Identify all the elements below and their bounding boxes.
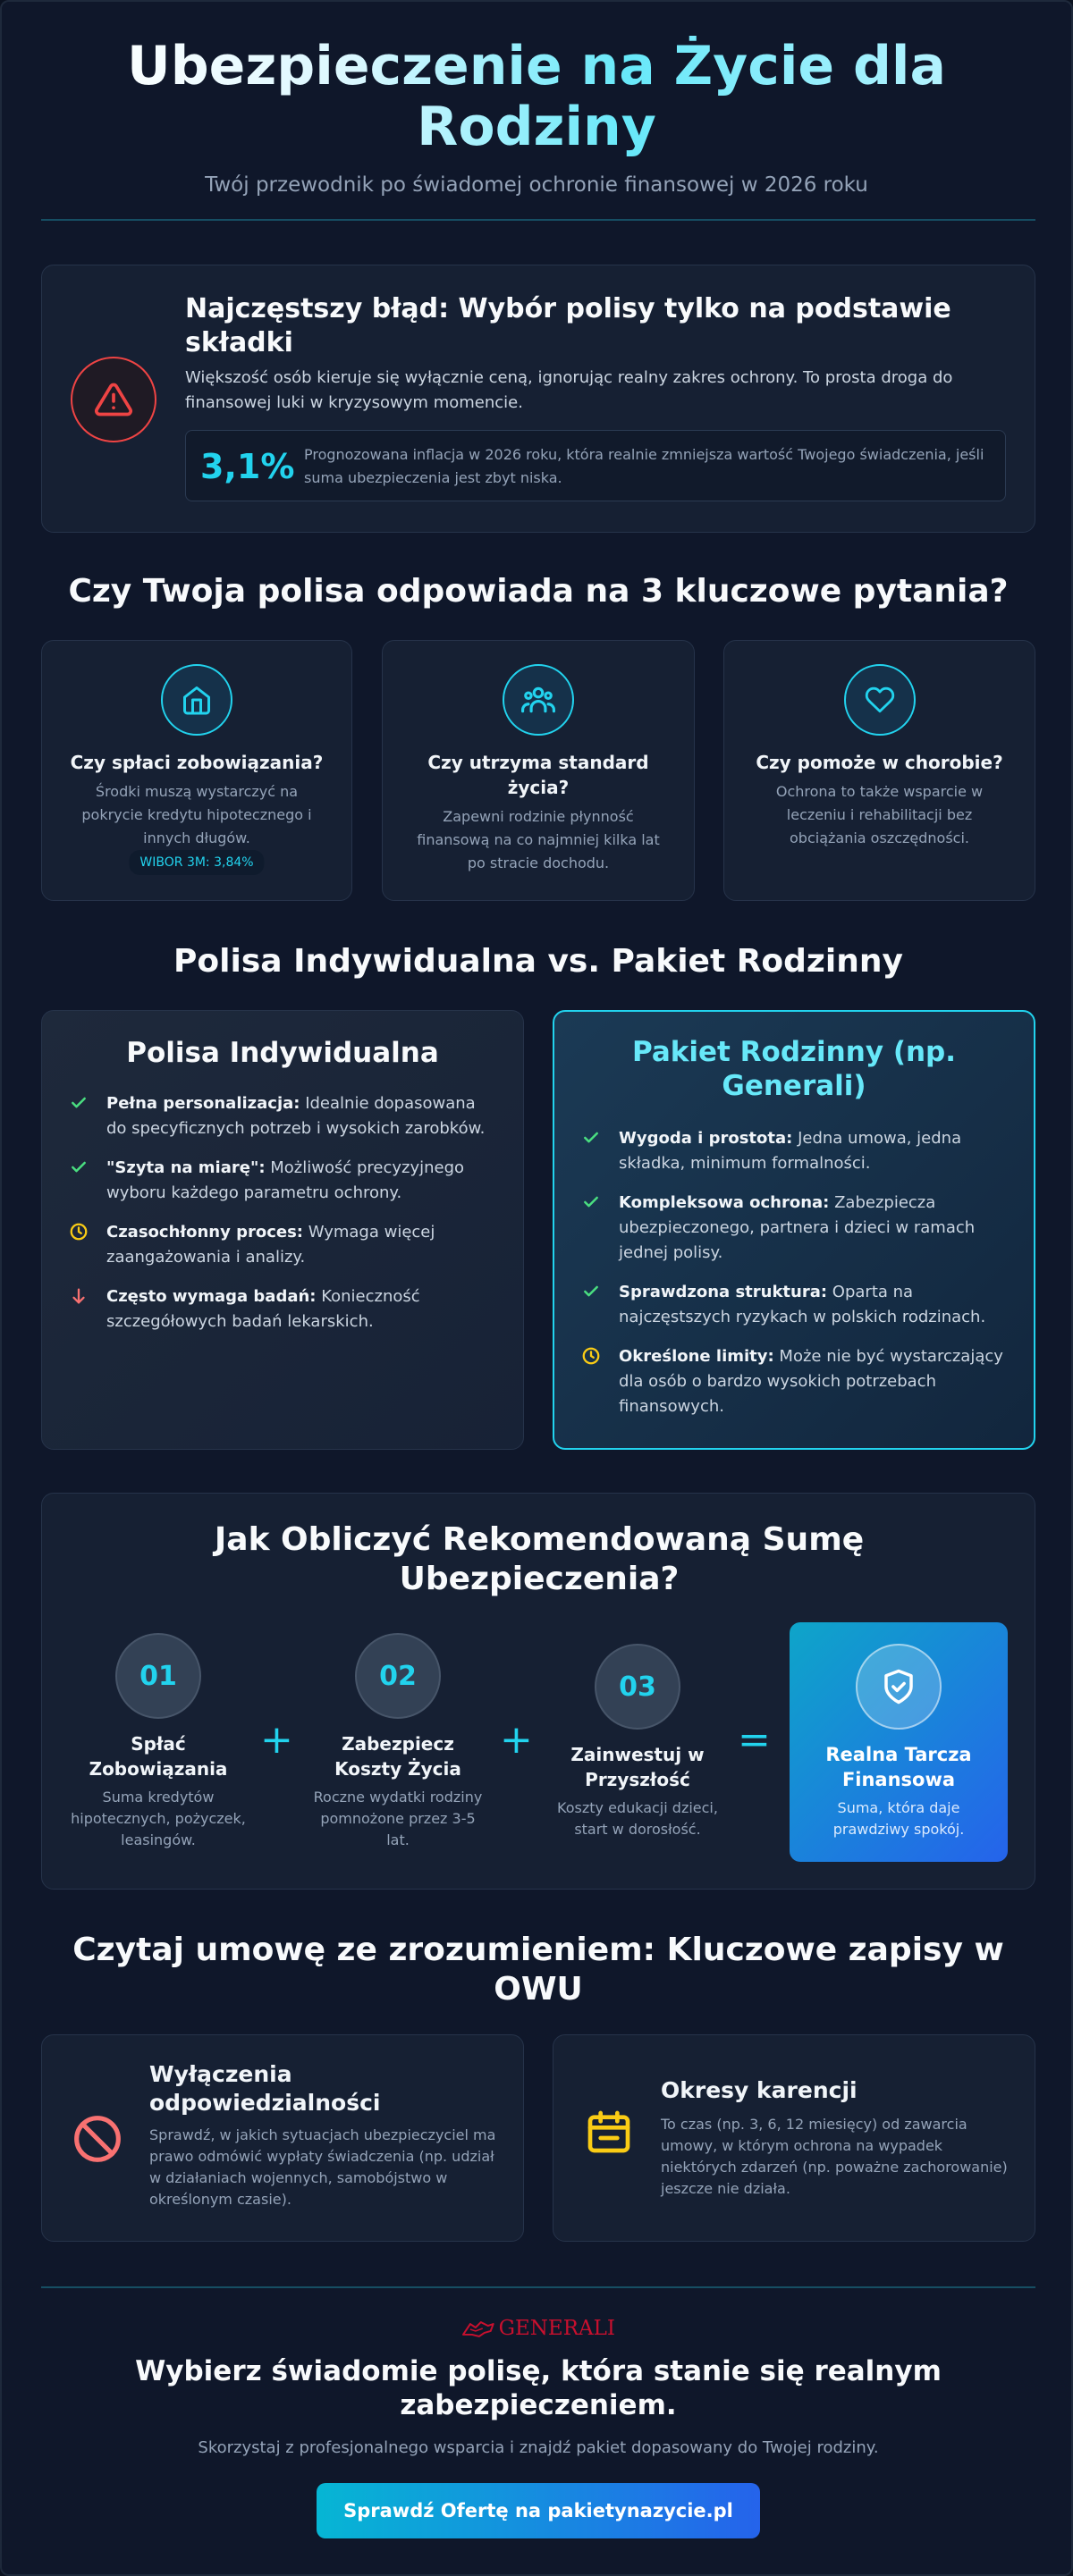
clock-icon (69, 1222, 89, 1242)
result-text: Suma, która daje prawdziwy spokój. (832, 1799, 965, 1838)
lion-logo-icon (461, 2319, 495, 2338)
step-title: Zabezpiecz Koszty Życia (334, 1733, 461, 1780)
ban-icon (72, 2114, 123, 2164)
feature-item (69, 1284, 496, 1334)
step-title: Zainwestuj w Przyszłość (570, 1744, 705, 1790)
result-box (790, 1622, 1008, 1862)
check-icon (69, 1158, 89, 1177)
feature-item (581, 1191, 1007, 1266)
equals-sign: = (738, 1717, 771, 1763)
calc-title: Jak Obliczyć Rekomendowaną Sumę Ubezpieczenia? (214, 1521, 865, 1597)
arrow-down-icon (69, 1286, 89, 1306)
page-title: Ubezpieczenie na Życie dla Rodziny (89, 36, 984, 157)
check-icon (581, 1282, 601, 1301)
owu-item-text: To czas (np. 3, 6, 12 miesięcy) od zawarcia umowy, w którym ochrona na wypadek niektórych zdarzeń (np. poważne zachorowanie) jeszcze nie działa. (661, 2116, 1008, 2197)
feature-item (69, 1220, 496, 1270)
feature-label: Czasochłonny proces: (106, 1223, 303, 1242)
owu-item-title: Okresy karencji (661, 2077, 858, 2103)
feature-item (581, 1344, 1007, 1419)
feature-text: Idealnie dopasowana do specyficznych potrzeb i wysokich zarobków. (106, 1094, 486, 1138)
step-text: Roczne wydatki rodziny pomnożone przez 3-5 lat. (313, 1789, 483, 1848)
inflation-text: Prognozowana inflacja w 2026 roku, która realnie zmniejsza wartość Twojego świadczenia, jeśli suma ubezpieczenia jest zbyt niska. (304, 446, 984, 486)
question-card-debt (41, 640, 352, 901)
page-subtitle: Twój przewodnik po świadomej ochronie finansowej w 2026 roku (205, 173, 868, 197)
feature-label: Określone limity: (619, 1347, 774, 1366)
question-text: Ochrona to także wsparcie w leczeniu i rehabilitacji bez obciążania oszczędności. (775, 783, 984, 846)
feature-label: Sprawdzona struktura: (619, 1283, 828, 1301)
clock-icon (581, 1346, 601, 1366)
mistake-card (41, 265, 1035, 533)
individual-policy-card (41, 1010, 524, 1450)
feature-label: "Szyta na miarę": (106, 1158, 266, 1177)
question-card-illness (723, 640, 1035, 901)
hero (2, 2, 1071, 197)
feature-item (581, 1280, 1007, 1330)
inflation-stat (185, 430, 1006, 501)
questions-title: Czy Twoja polisa odpowiada na 3 kluczowe pytania? (68, 573, 1009, 610)
owu-card-exclusions (41, 2034, 524, 2242)
question-card-living (382, 640, 695, 901)
step-number: 03 (595, 1644, 680, 1730)
step-title: Spłać Zobowiązania (89, 1733, 228, 1780)
step-number: 01 (115, 1633, 201, 1719)
mistake-text: Większość osób kieruje się wyłącznie ceną, ignorując realny zakres ochrony. To prosta droga do finansowej luki w kryzysowym momencie. (185, 368, 953, 412)
owu-card-waiting (553, 2034, 1035, 2242)
family-icon (503, 664, 574, 736)
warning-triangle-icon (71, 357, 156, 442)
feature-text: Jedna umowa, jedna składka, minimum formalności. (619, 1129, 962, 1173)
feature-item (581, 1126, 1007, 1176)
step-text: Suma kredytów hipotecznych, pożyczek, leasingów. (71, 1789, 246, 1848)
family-title: Pakiet Rodzinny (np. Generali) (631, 1036, 957, 1102)
inflation-value: 3,1% (200, 447, 295, 486)
plus-sign: + (260, 1717, 293, 1763)
feature-label: Często wymaga badań: (106, 1287, 317, 1306)
feature-text: Konieczność szczegółowych badań lekarskich. (106, 1287, 420, 1331)
cta-subtitle: Skorzystaj z profesjonalnego wsparcia i znajdź pakiet dopasowany do Twojej rodziny. (198, 2438, 879, 2457)
logo-text: GENERALI (498, 2317, 615, 2340)
calc-card (41, 1493, 1035, 1890)
question-title: Czy pomoże w chorobie? (756, 752, 1003, 773)
wibor-badge: WIBOR 3M: 3,84% (129, 850, 264, 875)
family-package-card (553, 1010, 1035, 1450)
feature-item (69, 1156, 496, 1206)
result-title: Realna Tarcza Finansowa (825, 1744, 972, 1790)
check-icon (69, 1093, 89, 1113)
question-text: Zapewni rodzinie płynność finansową na co najmniej kilka lat po stracie dochodu. (417, 808, 660, 871)
shield-check-icon (856, 1644, 942, 1730)
heart-icon (844, 664, 916, 736)
owu-item-title: Wyłączenia odpowiedzialności (149, 2061, 381, 2116)
question-title: Czy utrzyma standard życia? (427, 752, 649, 798)
owu-item-text: Sprawdź, w jakich sytuacjach ubezpieczyciel ma prawo odmówić wypłaty świadczenia (np. udział w działaniach wojennych, samobójstwo w określonym czasie). (149, 2126, 496, 2208)
individual-title: Polisa Indywidualna (126, 1037, 439, 1069)
divider (41, 2286, 1035, 2288)
step-number: 02 (355, 1633, 441, 1719)
question-text: Środki muszą wystarczyć na pokrycie kredytu hipotecznego i innych długów. (81, 783, 312, 846)
question-title: Czy spłaci zobowiązania? (70, 752, 324, 773)
feature-item (69, 1091, 496, 1141)
plus-sign: + (500, 1717, 533, 1763)
feature-label: Wygoda i prostota: (619, 1129, 793, 1148)
step-text: Koszty edukacji dzieci, start w dorosłość. (557, 1799, 718, 1838)
feature-label: Kompleksowa ochrona: (619, 1193, 830, 1212)
feature-text: Wymaga więcej zaangażowania i analizy. (106, 1223, 435, 1267)
feature-text: Oparta na najczęstszych ryzykach w polskich rodzinach. (619, 1283, 986, 1326)
owu-title: Czytaj umowę ze zrozumieniem: Kluczowe zapisy w OWU (72, 1932, 1004, 2008)
check-icon (581, 1128, 601, 1148)
calendar-icon (584, 2107, 634, 2157)
cta-title: Wybierz świadomie polisę, która stanie się realnym zabezpieczeniem. (135, 2355, 942, 2421)
feature-text: Możliwość precyzyjnego wyboru każdego parametru ochrony. (106, 1158, 465, 1202)
divider (41, 219, 1035, 221)
check-offer-button[interactable]: Sprawdź Ofertę na pakietynazycie.pl (317, 2483, 760, 2538)
feature-text: Może nie być wystarczający dla osób o bardzo wysokich potrzebach finansowych. (619, 1347, 1003, 1416)
feature-label: Pełna personalizacja: (106, 1094, 300, 1113)
home-icon (161, 664, 232, 736)
feature-text: Zabezpiecza ubezpieczonego, partnera i dzieci w ramach jednej polisy. (619, 1193, 976, 1262)
compare-title: Polisa Indywidualna vs. Pakiet Rodzinny (173, 943, 903, 980)
mistake-title: Najczęstszy błąd: Wybór polisy tylko na podstawie składki (185, 293, 951, 358)
check-icon (581, 1192, 601, 1212)
generali-logo (461, 2315, 615, 2342)
